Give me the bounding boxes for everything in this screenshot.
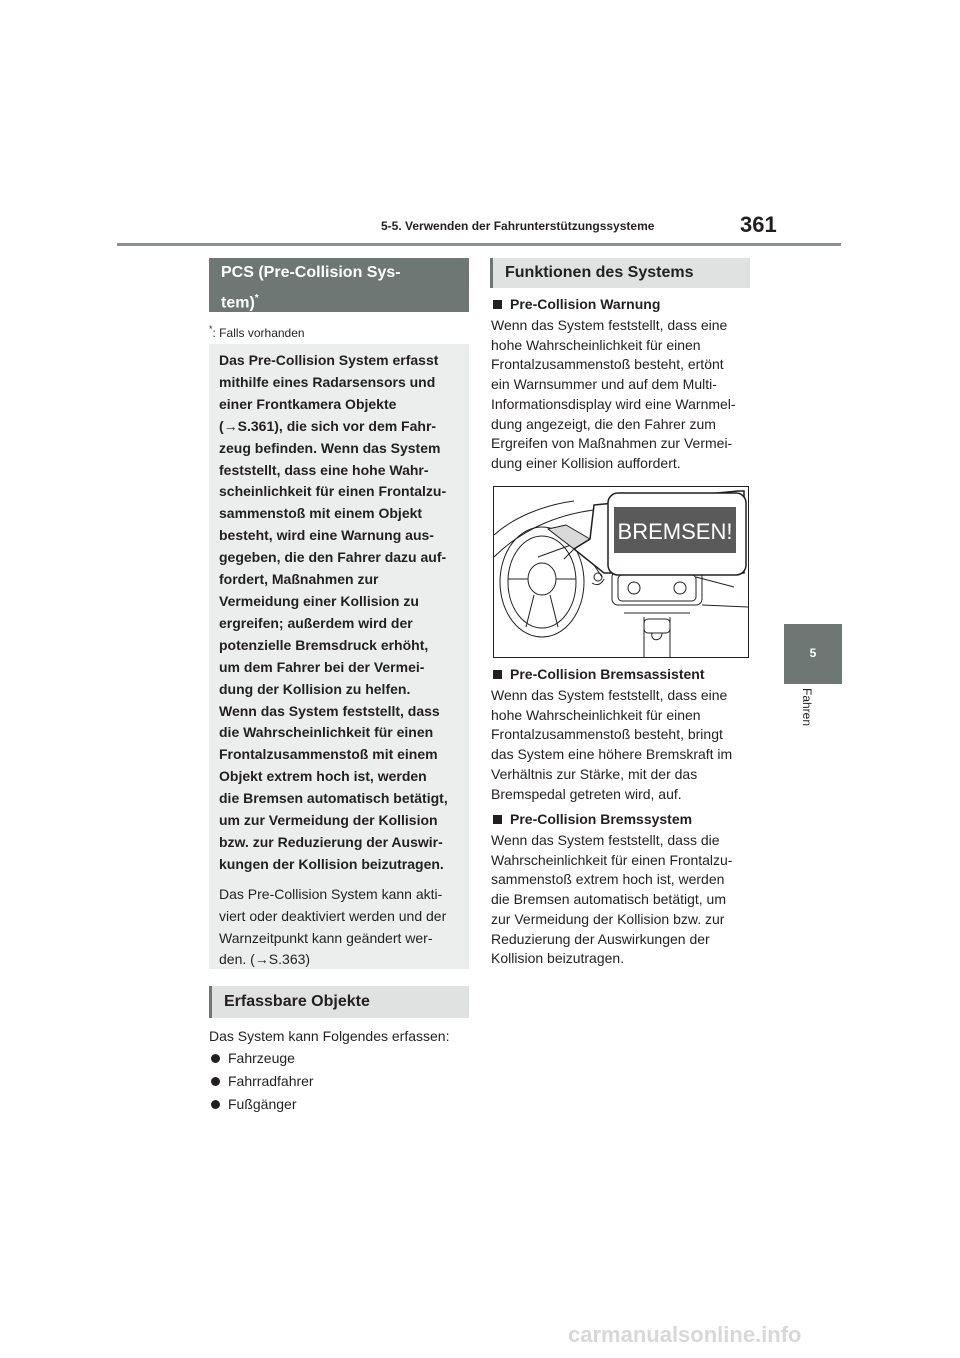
pcs-heading-line1: PCS (Pre-Collision Sys- bbox=[221, 264, 401, 281]
footnote bbox=[209, 324, 305, 340]
text-line: hohe Wahrscheinlichkeit für einen bbox=[491, 336, 701, 353]
intro-line: ergreifen; außerdem wird der bbox=[219, 614, 413, 631]
text-line: Wahrscheinlichkeit für einen Frontalzu- bbox=[491, 851, 733, 868]
text-line: Informationsdisplay wird eine Warnmel- bbox=[491, 395, 736, 412]
text-line: Bremspedal getreten wird, auf. bbox=[491, 785, 682, 802]
pcs-heading-mark: * bbox=[254, 293, 259, 304]
intro-line: (→S.361), die sich vor dem Fahr- bbox=[219, 417, 437, 434]
chapter-number: 5 bbox=[809, 646, 817, 660]
text-line: dung einer Kollision auffordert. bbox=[491, 454, 681, 471]
intro-line: einer Frontkamera Objekte bbox=[219, 395, 397, 412]
bremsen-label: BREMSEN! bbox=[617, 519, 733, 544]
brake-text bbox=[491, 831, 732, 969]
text-line: Kollision beizutragen. bbox=[491, 950, 625, 967]
intro-box bbox=[209, 344, 469, 969]
erfassbare-intro: Das System kann Folgendes erfassen: bbox=[209, 1028, 450, 1044]
intro-line: besteht, wird eine Warnung aus- bbox=[219, 527, 434, 544]
text-line: hohe Wahrscheinlichkeit für einen bbox=[491, 706, 701, 723]
header-divider bbox=[117, 243, 841, 246]
intro-line: Frontalzusammenstoß mit einem bbox=[219, 746, 438, 763]
text-line: Wenn das System feststellt, dass die bbox=[491, 832, 720, 848]
text-line: zur Vermeidung der Kollision bzw. zur bbox=[491, 910, 725, 927]
intro-line: fordert, Maßnahmen zur bbox=[219, 571, 379, 588]
brake-heading: Pre-Collision Bremssystem bbox=[493, 811, 692, 827]
bullet-icon bbox=[211, 1077, 220, 1086]
warnung-text bbox=[491, 316, 736, 474]
assist-text bbox=[491, 686, 732, 804]
intro-line: um zur Vermeidung der Kollision bbox=[219, 812, 438, 829]
text-line: Ergreifen von Maßnahmen zur Vermei- bbox=[491, 435, 733, 452]
text-line: Reduzierung der Auswirkungen der bbox=[491, 930, 710, 947]
text-line: die Bremsen automatisch betätigt, um bbox=[491, 891, 727, 908]
footnote-mark: * bbox=[209, 324, 213, 334]
list-item: Fahrzeuge bbox=[211, 1050, 295, 1066]
intro-line: kungen der Kollision beizutragen. bbox=[219, 855, 444, 872]
intro-line: mithilfe eines Radarsensors und bbox=[219, 373, 436, 390]
list-item: Fußgänger bbox=[211, 1096, 296, 1112]
intro-line: die Wahrscheinlichkeit für einen bbox=[219, 724, 434, 741]
intro-line: sammenstoß mit einem Objekt bbox=[219, 505, 423, 522]
text-line: dung angezeigt, die den Fahrer zum bbox=[491, 415, 716, 432]
intro-line: bzw. zur Reduzierung der Auswir- bbox=[219, 833, 443, 850]
section-title: 5-5. Verwenden der Fahrunterstützungssysteme bbox=[381, 219, 655, 233]
square-bullet-icon bbox=[493, 815, 502, 824]
intro-line: Das Pre-Collision System erfasst bbox=[219, 352, 439, 368]
pcs-heading bbox=[209, 258, 469, 312]
intro-normal-text bbox=[219, 884, 459, 972]
intro-line: Objekt extrem hoch ist, werden bbox=[219, 768, 427, 785]
funktionen-heading: Funktionen des Systems bbox=[490, 258, 750, 288]
text-line: das System eine höhere Bremskraft im bbox=[491, 746, 733, 763]
intro-line: potenzielle Bremsdruck erhöht, bbox=[219, 636, 429, 653]
dashboard-illustration bbox=[493, 486, 749, 658]
text-line: Frontalzusammenstoß besteht, bringt bbox=[491, 726, 723, 743]
intro-line: die Bremsen automatisch betätigt, bbox=[219, 790, 448, 807]
text-line: sammenstoß extrem hoch ist, werden bbox=[491, 871, 725, 888]
intro-line: Das Pre-Collision System kann akti- bbox=[219, 885, 443, 902]
intro-line: dung der Kollision zu helfen. bbox=[219, 680, 411, 697]
dashboard-drawing bbox=[494, 487, 748, 657]
footnote-text: : Falls vorhanden bbox=[212, 326, 305, 340]
bullet-icon bbox=[211, 1054, 220, 1063]
text-line: Frontalzusammenstoß besteht, ertönt bbox=[491, 356, 724, 373]
warnung-heading: Pre-Collision Warnung bbox=[493, 296, 660, 312]
text-line: Wenn das System feststellt, dass eine bbox=[491, 687, 728, 703]
intro-line: um dem Fahrer bei der Vermei- bbox=[219, 658, 425, 675]
intro-line: viert oder deaktiviert werden und der bbox=[219, 907, 447, 924]
assist-heading: Pre-Collision Bremsassistent bbox=[493, 666, 705, 682]
intro-line: feststellt, dass eine hohe Wahr- bbox=[219, 461, 429, 478]
chapter-label: Fahren bbox=[800, 688, 814, 727]
intro-line: zeug befinden. Wenn das System bbox=[219, 439, 441, 456]
intro-line: Vermeidung einer Kollision zu bbox=[219, 592, 419, 609]
intro-line: scheinlichkeit für einen Frontalzu- bbox=[219, 483, 447, 500]
watermark: carmanualsonline.info bbox=[568, 1322, 802, 1347]
intro-line: Wenn das System feststellt, dass bbox=[219, 702, 440, 719]
square-bullet-icon bbox=[493, 300, 502, 309]
erfassbare-heading: Erfassbare Objekte bbox=[209, 986, 469, 1018]
intro-bold-text bbox=[219, 350, 459, 876]
intro-line: gegeben, die den Fahrer dazu auf- bbox=[219, 549, 447, 566]
square-bullet-icon bbox=[493, 670, 502, 679]
intro-line: den. (→S.363) bbox=[219, 951, 311, 968]
pcs-heading-line2: tem)* bbox=[221, 293, 259, 312]
page-number: 361 bbox=[740, 212, 777, 237]
text-line: Verhältnis zur Stärke, mit der das bbox=[491, 765, 698, 782]
text-line: ein Warnsummer und auf dem Multi- bbox=[491, 376, 717, 393]
bullet-icon bbox=[211, 1100, 220, 1109]
text-line: Wenn das System feststellt, dass eine bbox=[491, 317, 728, 333]
list-item: Fahrradfahrer bbox=[211, 1073, 314, 1089]
intro-line: Warnzeitpunkt kann geändert wer- bbox=[219, 929, 433, 946]
